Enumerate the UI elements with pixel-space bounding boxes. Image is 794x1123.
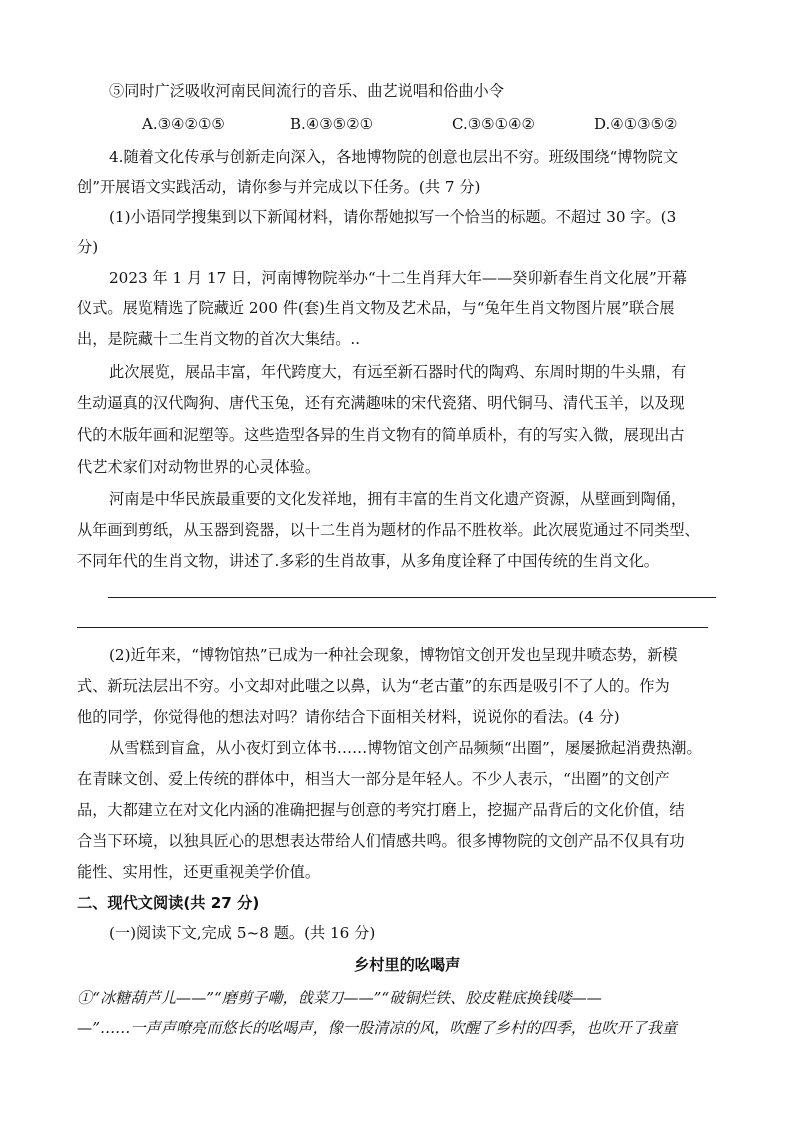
- section-heading: 二、现代文阅读(共 27 分): [77, 894, 260, 912]
- option-b: B.④③⑤②①: [290, 115, 374, 133]
- question-4-line-2: 创”开展语文实践活动，请你参与并完成以下任务。(共 7 分): [77, 178, 481, 196]
- news-paragraph-2-line-1: 此次展览，展品丰富，年代跨度大，有远至新石器时代的陶鸡、东周时期的牛头鼎，有: [109, 363, 687, 381]
- material-line-1: 从雪糕到盲盒，从小夜灯到立体书……博物馆文创产品频频“出圈”，屡屡掀起消费热潮。: [109, 739, 702, 757]
- option-c: C.③⑤①④②: [452, 115, 535, 133]
- option-a: A.③④②①⑤: [142, 115, 225, 133]
- material-line-3: 品，大都建立在对文化内涵的准确把握与创意的考究打磨上，挖掘产品背后的文化价值，结: [77, 801, 685, 819]
- sub-question-1-line-1: (1)小语同学搜集到以下新闻材料，请你帮她拟写一个恰当的标题。不超过 30 字。(3: [109, 208, 677, 226]
- news-paragraph-3-line-1: 河南是中华民族最重要的文化发祥地，拥有丰富的生肖文化遗产资源，从壁画到陶俑，: [109, 490, 687, 508]
- answer-options: [142, 113, 722, 135]
- sub-question-2-line-3: 他的同学，你觉得他的想法对吗？请你结合下面相关材料，说说你的看法。(4 分): [77, 708, 620, 726]
- news-paragraph-1-line-3: 出，是院藏十二生肖文物的首次大集结。..: [77, 330, 361, 348]
- material-line-2: 在青睐文创、爱上传统的群体中，相当大一部分是年轻人。不少人表示，“出圈”的文创产: [77, 770, 670, 788]
- news-paragraph-2-line-2: 生动逼真的汉代陶狗、唐代玉兔，还有充满趣味的宋代瓷猪、明代铜马、清代玉羊，以及现: [77, 394, 685, 412]
- news-paragraph-3-line-3: 不同年代的生肖文物，讲述了.多彩的生肖故事，从多角度诠释了中国传统的生肖文化。: [77, 552, 659, 570]
- sub-question-2-line-2: 式、新玩法层出不穷。小文却对此嗤之以鼻，认为“老古董”的东西是吸引不了人的。作为: [77, 677, 670, 695]
- essay-paragraph-1-line-1: ①“冰糖葫芦儿——”“磨剪子嘞，戗菜刀——”“破铜烂铁、胶皮鞋底换钱喽——: [77, 989, 602, 1007]
- news-paragraph-2-line-3: 代的木版年画和泥塑等。这些造型各异的生肖文物有的简单质朴，有的写实入微，展现出古: [77, 426, 685, 444]
- answer-line-1[interactable]: [108, 597, 716, 598]
- option-d: D.④①③⑤②: [594, 115, 678, 133]
- news-paragraph-1-line-1: 2023 年 1 月 17 日，河南博物院举办“十二生肖拜大年——癸卯新春生肖文化展”开幕: [109, 269, 688, 287]
- option-item-5: ⑤同时广泛吸收河南民间流行的音乐、曲艺说唱和俗曲小令: [109, 82, 504, 100]
- sub-question-2-line-1: (2)近年来，“博物馆热”已成为一种社会现象，博物馆文创开发也呈现井喷态势，新模: [109, 646, 678, 664]
- news-paragraph-1-line-2: 仪式。展览精选了院藏近 200 件(套)生肖文物及艺术品，与“兔年生肖文物图片展”联合展: [77, 299, 675, 317]
- sub-question-1-line-2: 分): [77, 238, 99, 256]
- material-line-4: 合当下环境，以独具匠心的思想表达带给人们情感共鸣。很多博物院的文创产品不仅具有功: [77, 832, 685, 850]
- subsection-instruction: (一)阅读下文,完成 5~8 题。(共 16 分): [109, 924, 376, 942]
- essay-title: 乡村里的吆喝声: [354, 956, 461, 974]
- answer-line-2[interactable]: [77, 627, 708, 628]
- question-4-line-1: 4.随着文化传承与创新走向深入，各地博物院的创意也层出不穷。班级围绕“博物院文: [109, 148, 679, 166]
- news-paragraph-3-line-2: 从年画到剪纸，从玉器到瓷器，以十二生肖为题材的作品不胜枚举。此次展览通过不同类型、: [77, 521, 700, 539]
- material-line-5: 能性、实用性，还更重视美学价值。: [77, 863, 320, 881]
- news-paragraph-2-line-4: 代艺术家们对动物世界的心灵体验。: [77, 458, 320, 476]
- essay-paragraph-1-line-2: —”……一声声嘹亮而悠长的吆喝声，像一股清凉的风，吹醒了乡村的四季，也吹开了我童: [77, 1019, 678, 1037]
